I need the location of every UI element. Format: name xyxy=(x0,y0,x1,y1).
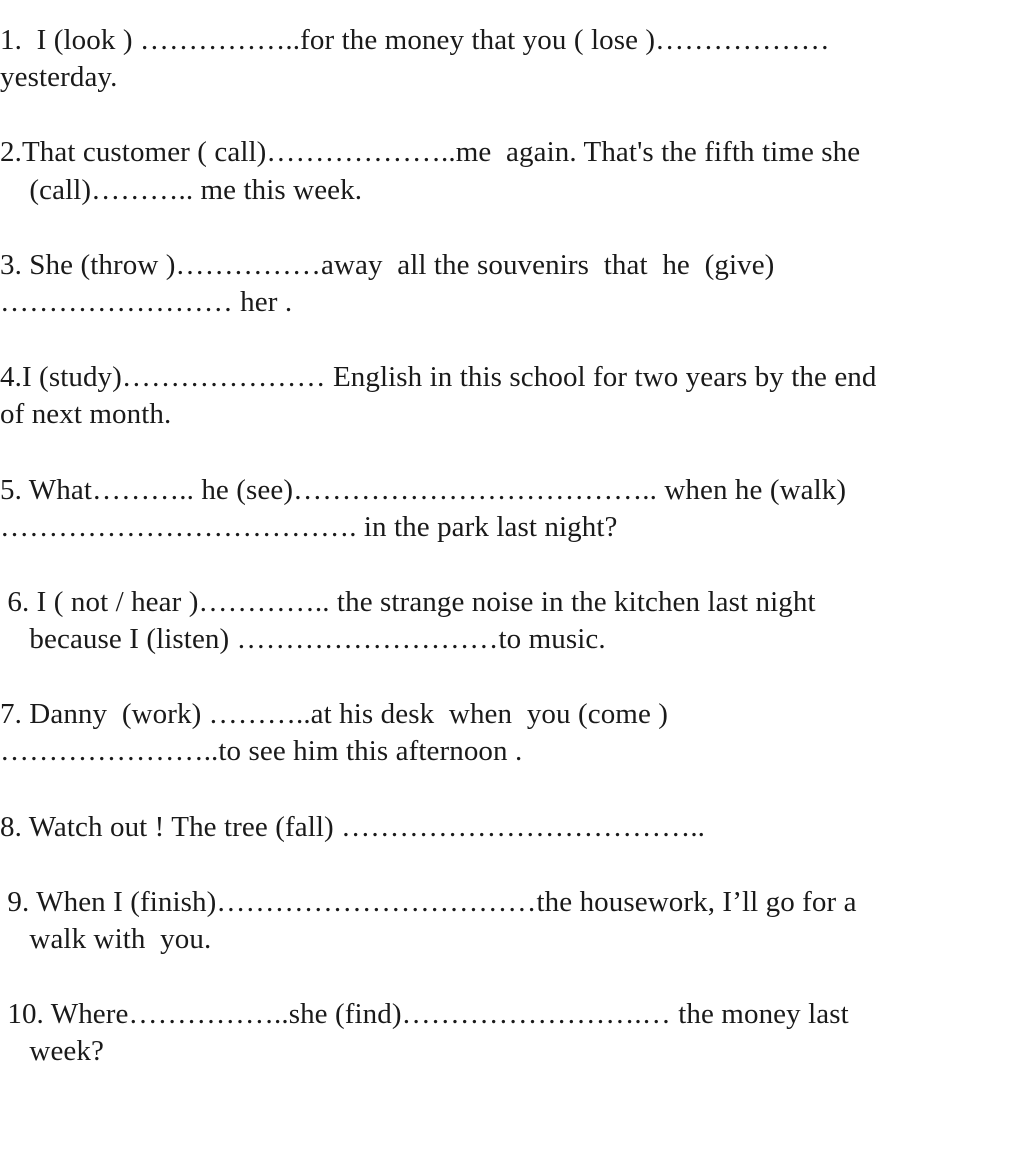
question-9-line-1: 9. When I (finish)……………………………the housework, I’ll go for a xyxy=(0,886,857,918)
question-3-line-1: 3. She (throw )……………away all the souvenirs that he (give) xyxy=(0,249,775,281)
question-2-line-1: 2.That customer ( call)………………..me again. That's the fifth time she xyxy=(0,136,861,168)
question-3-line-2: …………………… her . xyxy=(0,286,293,318)
question-6-line-1: 6. I ( not / hear )………….. the strange noise in the kitchen last night xyxy=(0,586,816,618)
question-5-line-1: 5. What……….. he (see)……………………………….. when he (walk) xyxy=(0,474,847,506)
question-9-line-2: walk with you. xyxy=(0,923,212,955)
question-7-line-1: 7. Danny (work) ………..at his desk when you (come ) xyxy=(0,698,669,730)
question-1-line-1: 1. I (look ) ……………..for the money that you ( lose )……………… xyxy=(0,24,830,56)
question-8-line-1: 8. Watch out ! The tree (fall) ……………………………….. xyxy=(0,811,706,843)
question-2-line-2: (call)……….. me this week. xyxy=(0,174,363,206)
question-1-line-2: yesterday. xyxy=(0,61,118,93)
question-4-line-1: 4.I (study)………………… English in this school for two years by the end xyxy=(0,361,877,393)
question-6-line-2: because I (listen) ………………………to music. xyxy=(0,623,606,655)
question-4-line-2: of next month. xyxy=(0,398,172,430)
question-10-line-1: 10. Where……………..she (find)…………………….… the money last xyxy=(0,998,849,1030)
question-7-line-2: …………………..to see him this afternoon . xyxy=(0,735,523,767)
question-10-line-2: week? xyxy=(0,1035,104,1067)
question-5-line-2: ………………………………. in the park last night? xyxy=(0,511,618,543)
